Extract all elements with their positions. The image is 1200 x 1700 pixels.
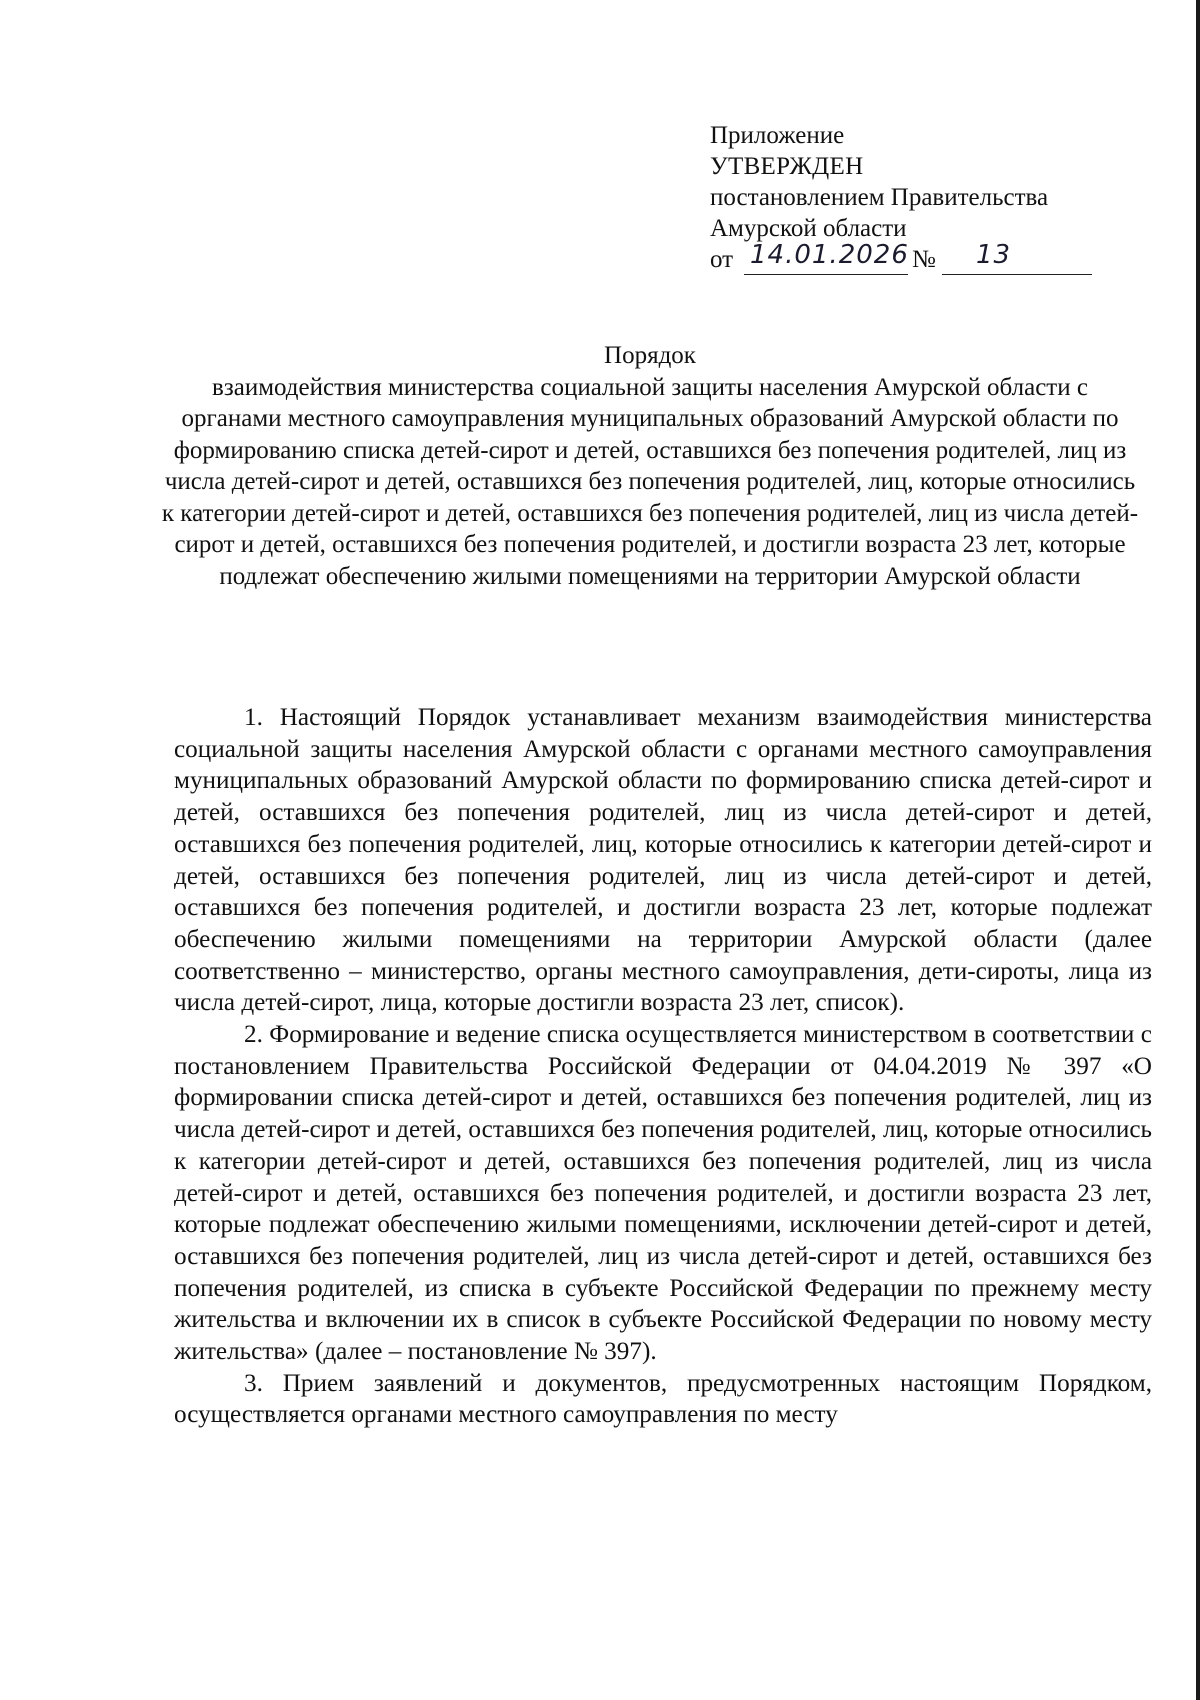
approval-block	[710, 120, 1130, 278]
scan-edge	[1196, 0, 1200, 1700]
paragraph-1: 1. Настоящий Порядок устанавливает механизм взаимодействия министерства социальной защиты населения Амурской области с органами местного самоуправления муниципальных образований Амурской области по формированию списка детей-сирот и детей, оставшихся без попечения родителей, лиц из числа детей-сирот и детей, оставшихся без попечения родителей, лиц, которые относились к категории детей-сирот и детей, оставшихся без попечения родителей, лиц из числа детей-сирот и детей, оставшихся без попечения родителей, и достигли возраста 23 лет, которые подлежат обеспечению жилыми помещениями на территории Амурской области (далее соответственно – министерство, органы местного самоуправления, дети-сироты, лица из числа детей-сирот, лица, которые достигли возраста 23 лет, список).	[174, 704, 1152, 1017]
handwritten-date: 14.01.2026	[750, 240, 909, 270]
date-number-line	[710, 240, 1130, 278]
document-title	[160, 340, 1140, 592]
paragraph-3: 3. Прием заявлений и документов, предусмотренных настоящим Порядком, осуществляется органами местного самоуправления по месту	[174, 1369, 1152, 1429]
appendix-label: Приложение	[710, 122, 845, 149]
number-field	[942, 240, 1092, 275]
document-body	[174, 702, 1152, 1431]
paragraph-2: 2. Формирование и ведение списка осуществляется министерством в соответствии с постановлением Правительства Российской Федерации от 04.04.2019 № 397 «О формировании списка детей-сирот и детей, оставшихся без попечения родителей, лиц из числа детей-сирот и детей, оставшихся без попечения родителей, лиц, которые относились к категории детей-сирот и детей, оставшихся без попечения родителей, лиц из числа детей-сирот и детей, оставшихся без попечения родителей, и достигли возраста 23 лет, которые подлежат обеспечению жилыми помещениями, исключении детей-сирот и детей, оставшихся без попечения родителей, лиц из числа детей-сирот и детей, оставшихся без попечения родителей, из списка в субъекте Российской Федерации по прежнему месту жительства и включении их в список в субъекте Российской Федерации по новому месту жительства» (далее – постановление № 397).	[174, 1021, 1152, 1366]
date-prefix: от	[710, 246, 734, 273]
handwritten-number: 13	[976, 240, 1012, 270]
number-prefix: №	[912, 246, 936, 273]
approved-label: УТВЕРЖДЕН	[710, 153, 864, 180]
region-line: Амурской области	[710, 215, 907, 242]
title-heading: Порядок	[604, 342, 696, 369]
date-field	[744, 240, 909, 275]
resolution-line: постановлением Правительства	[710, 184, 1049, 211]
title-text: взаимодействия министерства социальной защиты населения Амурской области с органами местного самоуправления муниципальных образований Амурской области по формированию списка детей-сирот и детей, оставшихся без попечения родителей, лиц из числа детей-сирот и детей, оставшихся без попечения родителей, лиц, которые относились к категории детей-сирот и детей, оставшихся без попечения родителей, лиц из числа детей-сирот и детей, оставшихся без попечения родителей, и достигли возраста 23 лет, которые подлежат обеспечению жилыми помещениями на территории Амурской области	[161, 373, 1139, 590]
